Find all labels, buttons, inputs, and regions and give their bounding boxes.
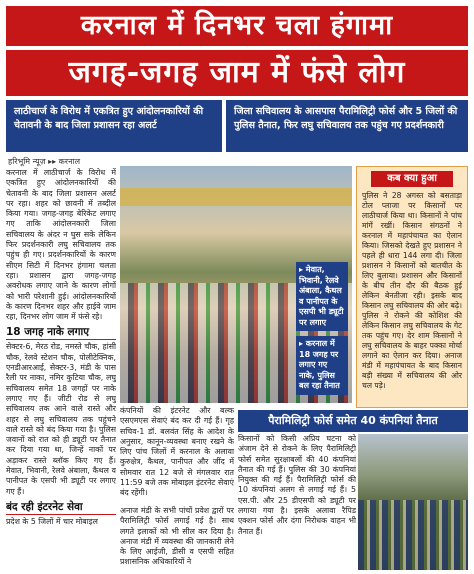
protest-photo xyxy=(120,166,352,403)
article-paragraph: प्रदेश के 5 जिलों में चार मोबाइल xyxy=(6,516,98,526)
article-column-2: कंपनियों की इंटरनेट और बल्क एसएमएस सेवाएं बंद कर दी गई हैं। गृह सचिव-1 डॉ. बलवंत सिंह के आदेश के अनुसार, कानून-व्यवस्था बनाए रखने के लिए पांच जिलों में करनाल के अलावा कुरुक्षेत्र, कैथल, पानीपत और जींद में सोमवार रात 12 बजे से मंगलवार रात 11:59 बजे तक मोबाइल इंटरनेट सेवाएं बंद रहेंगी। xyxy=(120,406,234,498)
photo-caption-1: ▸ मेवात, भिवानी, रेलवे अंबाला, कैथल व पानीपत के एसपी भी ड्यूटी पर लगाए xyxy=(296,262,348,331)
subheading-internet: बंद रही इंटरनेट सेवा xyxy=(6,500,116,515)
byline: हरिभूमि न्यूज़ ▸▸ करनाल xyxy=(8,157,81,166)
article-paragraph: सेक्टर-6, मेरठ रोड, नमस्ते चौक, हांसी चौक, रेलवे स्टेशन चौक, पोलीटेक्निक, एनडीआरआई, सेक्टर-3, मंडी के पास रैली पर नाका, नमिर कुटिया चौक, लघु सचिवालय समेत 18 जगहों पर नाके लगाए गए हैं। जीटी रोड से लघु सचिवालय तक आने वाले रास्ते और शहर से लघु सचिवालय तक पहुंचने वाले रास्ते को बंद किया गया है। पुलिस जवानों को रात को ही ड्यूटी पर तैनात कर दिया गया था, जिन्हें नाकों पर अड़ाकर रास्ते ब्लॉक किए गए हैं। मेवात, भिवानी, रेलवे अंबाला, कैथल व पानीपत के एसपी भी ड्यूटी पर लगाए गए हैं। xyxy=(6,342,116,496)
timeline-body: पुलिस ने 28 अगस्त को बसताड़ा टोल प्लाजा पर किसानों पर लाठीचार्ज किया था। किसानों ने पांच मांगें रखीं। किसान संगठनों ने करनाल में महापंचायत का ऐलान किया। जिसको देखते हुए प्रशासन ने पहले ही धारा 144 लगा दी। जिला प्रशासन ने किसानों को बातचीत के लिए बुलाया। प्रशासन और किसानों के बीच तीन दौर की बैठक हुई लेकिन बेनतीजा रही। इसके बाद किसान लघु सचिवालय की ओर बढ़े। पुलिस ने रोकने की कोशिश की लेकिन किसान लघु सचिवालय के गेट तक पहुंच गए। देर शाम किसानों ने लघु सचिवालय के बाहर पक्का मोर्चा लगाने का ऐलान कर दिया। अनाज मंडी में महापंचायत के बाद किसान बड़ी संख्या में सचिवालय की ओर चल पड़े। xyxy=(362,191,462,390)
headline-line-2: जगह-जगह जाम में फंसे लोग xyxy=(6,50,468,96)
photo-caption-2: ▸ करनाल में 18 जगह पर लगाए गए नाके, पुलिस बल रहा तैनात xyxy=(296,336,348,395)
article-paragraph: करनाल में लाठीचार्ज के विरोध में एकत्रित हुए आंदोलनकारियों की चेतावनी के बाद जिला प्रशासन अलर्ट पर रहा। शहर को छावनी में तब्दील किया गया। जगह-जगह बेरिकेट लगाए गए ताकि आंदोलनकारी जिला सचिवालय के अंदर न घुस सके लेकिन फिर प्रदर्शनकारी लघु सचिवालय तक पहुंच ही गए। प्रदर्शनकारियों के कारण सीएम सिटी में दिनभर हंगामा चलता रहा। प्रशासन द्वारा जगह-जगह अवरोधक लगाए जाने के कारण लोगों को भारी परेशानी हुई। आंदोलनकारियों के कारण दिनभर शहर और हाईवे जाम रहा, दिनभर लोग जाम में फंसे रहे। xyxy=(6,168,116,322)
subheading-checkpoints: 18 जगह नाके लगाए xyxy=(6,325,116,340)
photo-tent xyxy=(120,188,352,206)
article-column-3b: अनाज मंडी के सभी पांचों प्रवेश द्वारों पर पैरामिलिट्री फोर्स लगाई गई है। साथ लगते इलाकों को भी सील कर दिया है। अनाज मंडी में व्यवस्था की जानकारी लेने के लिए आईजी, डीसी व एसपी सहित प्रशासनिक अधिकारियों ने xyxy=(120,506,234,567)
deck-right: जिला सचिवालय के आसपास पैरामिलिट्री फोर्स और 5 जिलों की पुलिस तैनात, फिर लघु सचिवालय तक पहुंच गए प्रदर्शनकारी xyxy=(226,100,468,152)
timeline-box xyxy=(356,166,468,408)
timeline-title: कब क्या हुआ xyxy=(371,171,453,187)
forces-band-title: पैरामिलिट्री फोर्स समेत 40 कंपनियां तैनात xyxy=(238,410,468,432)
photo-troops xyxy=(358,500,468,570)
deck-left: लाठीचार्ज के विरोध में एकत्रित हुए आंदोलनकारियों की चेतावनी के बाद जिला प्रशासन रहा अलर्ट xyxy=(6,100,222,152)
article-column-1 xyxy=(6,168,116,568)
forces-column-1: किसानों को किसी अप्रिय घटना को अंजाम देने से रोकने के लिए पैरामिलिट्री फोर्स समेत सुरक्षाबलों की 40 कंपनियां तैनात की गई हैं। पुलिस की 30 कंपनियां नियुक्त की गई हैं। पैरामिलिट्री फोर्स की 10 कंपनियां अलग से लगाई गई हैं। 5 एस.पी. और 25 डीएसपी को ड्यूटी पर लगाया गया है। इसके अलावा रैपिड एक्शन फोर्स और दंगा निरोधक वाहन भी तैनात हैं। xyxy=(238,434,356,536)
forces-photo xyxy=(358,434,468,570)
headline-line-1: करनाल में दिनभर चला हंगामा xyxy=(6,6,468,46)
